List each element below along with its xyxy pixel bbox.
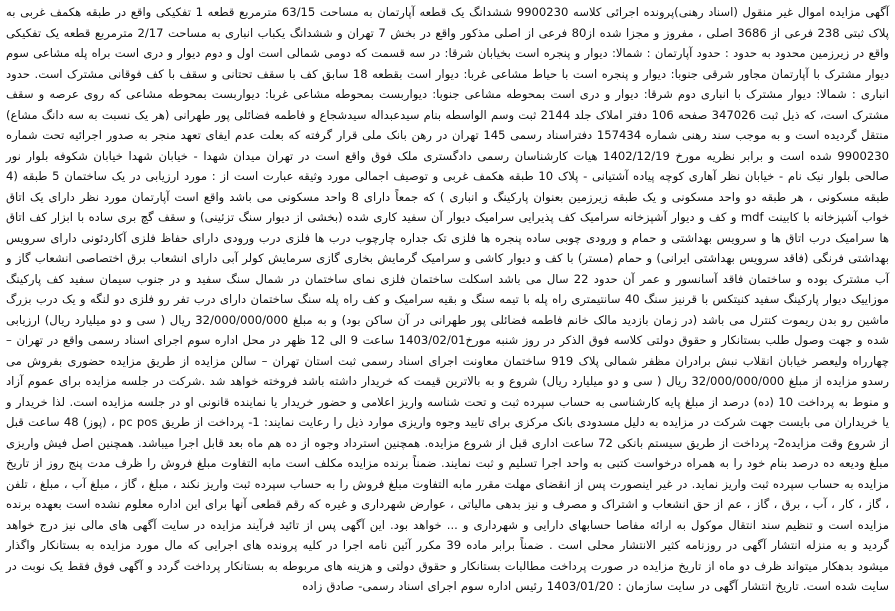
auction-notice-text: آگهی مزایده اموال غیر منقول (اسناد رهنی)پرونده اجرائی کلاسه 9900230 ششدانگ یک قطعه آپارتمان به مساحت 63/15 مترمربع قطعه 1 تفکیکی واقع در طبقه هکمف غربی به پلاک ثبتی 238 فرعی از 3686 اصلی ، مفروز و مجزا شده از80 فرعی از اصلی مذکور واقع در بخش 7 تهران و ششدانگ یکباب انباری به مساحت 2/17 مترمربع قطعه یک تفکیکی واقع در زیرزمین محدود به حدود : حدود آپارتمان : شمالا: دیوار و پنجره است بخیابان شرقا: در سه قسمت که دومی شمالی است اول و دوم دیوار و دری است براه پله مشاعی سوم دیوار مشترک با آپارتمان مجاور شرقی جنوبا: دیوار و پنجره است با حیاط مشاعی غربا: دیوار است بقطعه 18 سابق کف با سقف تحتانی و سقف با کف فوقانی مشترک است. حدود انباری : شمالا: دیوار مشترک با انباری دوم شرقا: دیوار و دری است بمحوطه مشاعی جنوبا: دیواربست بمحوطه مشاعی غربا: دیواربست بمحوطه مشاعی که روی عرصه و سقف مشترک است، که ذیل ثبت 347026 صفحه 106 دفتر املاک جلد 2144 ثبت وسم الواسطه بنام سیدعبداله سیدشجاع و فاطمه فضائلی پور طهرانی (هر یک نسبت به سه دانگ مشاع) منتقل گردیده است و به موجب سند رهنی شماره 157434 دفتراسناد رسمی 145 تهران در رهن بانک ملی قرار گرفته که بعلت عدم ایفای تعهد منجر به صدور اجرائیه تحت شماره 9900230 شده است و برابر نظریه مورخ 1402/12/19 هیات کارشناسان رسمی دادگستری ملک فوق واقع است در تهران میدان شهدا - خیابان شهدا خیابان شکوفه بلوار نور صالحی بلوار نیک نام - خیابان نظر آهاری کوچه پیاده آشتیانی - پلاک 10 طبقه هکمف غربی و توصیف اجمالی مورد وثیقه عبارت است از : مورد ارزیابی در یک ساختمان 5 طبقه (4 طبقه مسکونی ، هر طبقه دو واحد مسکونی و یک طبقه زیرزمین بعنوان پارکینگ و انباری ) که جمعاً دارای 8 واحد مسکونی می باشد واقع است آپارتمان مورد نظر دارای یک اتاق خواب آشپزخانه با کابینت mdf و کف و دیوار آشپزخانه سرامیک کف پذیرایی سرامیک دیوار آن سفید کاری شده (بخشی از دیوار سنگ تزئینی) و سقف گچ بری ساده با ابزار کف اتاق ها سرامیک درب اتاق ها و سرویس بهداشتی و حمام و ورودی چوبی ساده پنجره ها فلزی تک جداره چارچوب درب ها فلزی درب ورودی دارای حفاظ فلزی آکاردئونی دارای سرویس بهداشتی فرنگی (فاقد سرویس بهداشتی ایرانی) و حمام (مستر) با کف و دیوار کاشی و سرامیک گرمایش بخاری گازی سرمایش کولر آبی دارای انشعاب برق اختصاصی انشعاب گاز و آب مشترک بوده و ساختمان فاقد آسانسور و عمر آن حدود 22 سال می باشد اسکلت ساختمان فلزی نمای ساختمان در شمال سنگ سفید و در جنوب سیمان سفید کف پارکینگ موزاییک دیوار پارکینگ سفید کنیتکس با قرنیز سنگ 40 سانتیمتری راه پله با تیمه سنگ و بقیه سرامیک و کف راه پله سنگ ساختمان دارای درب تفر رو فلزی دو لنگه و یک درب بزرگ ماشین رو بدن ریموت کنترل می باشد (در زمان بازدید مالک خانم فاطمه فضائلی پور طهرانی در آن ساکن بود) و به مبلغ 32/000/000/000 ریال ( سی و دو میلیارد ریال) ارزیابی شده و جهت وصول طلب بستانکار و حقوق دولتی کلاسه فوق الذکر در روز شنبه مورخ1403/02/01 ساعت 9 الی 12 ظهر در محل اداره سوم اجرای اسناد رسمی واقع در تهران – چهارراه ولیعصر خیابان انقلاب نبش برادران مظفر شمالی پلاک 919 ساختمان معاونت اجرای اسناد رسمی ثبت استان تهران – سالن مزایده از طریق مزایده حضوری بفروش می رسدو مزایده از مبلغ 32/000/000/000 ریال ( سی و دو میلیارد ریال) شروع و به بالاترین قیمت که خریدار داشته باشد فروخته خواهد شد .شرکت در جلسه مزایده برای عموم آزاد و منوط به پرداخت 10 (ده) درصد از مبلغ پایه کارشناسی به حساب سپرده ثبت و تحت شناسه واریز اعلامی و حضور خریدار یا نماینده قانونی او در جلسه مزایده است. لذا خریدار و یا خریداران می بایست جهت شرکت در مزایده به دلیل مسدودی بانک مرکزی برای تایید وجوه واریزی موارد ذیل را رعایت نمایند: 1- پرداخت از طریق pc pos ، (پوز) 48 ساعت قبل از شروع وقت مزایده2- پرداخت از طریق سیستم بانکی 72 ساعت اداری قبل از شروع مزایده. همچنین استرداد وجوه از ده هم ماه بعد قابل اجرا میباشد. همچنین اصل فیش واریزی مبلغ ودیعه ده درصد بنام خود را به همراه درخواست کتبی به واحد اجرا تسلیم و ثبت نمایند. ضمناً برنده مزایده مکلف است مابه التفاوت مبلغ فروش را ظرف مدت پنج روز از تاریخ مزایده به حساب سپرده ثبت واریز نماید. در غیر اینصورت پس از انقضای مهلت مقرر مابه التفاوت مبلغ فروش را به حساب سپرده ثبت واریز نکند ، مبلغ ، گاز ، مبلغ آب ، مبلغ ، تلفن ، گاز ، کار ، آب ، برق ، گاز ، عم از حق انشعاب و اشتراک و مصرف و نیز بدهی مالیاتی ، عوارض شهرداری و غیره که رقم قطعی آنها برای این اداره معلوم نشده است بعهده برنده مزایده است و تنظیم سند انتقال موکول به ارائه مفاصا حسابهای دارایی و شهرداری و ... خواهد بود. این آگهی پس از تائید فرآیند مزایده در سایت آگهی های مالی نیز درج خواهد گردید و به منزله انتشار آگهی در روزنامه کثیر الانتشار محلی است . ضمناً برابر ماده 39 مکرر آئین نامه اجرا در کلیه پرونده های اجرایی که مال مورد مزایده به بستانکار واگذار میشود بدهکار میتواند ظرف دو ماه از تاریخ مزایده در صورت پرداخت مطالبات بستانکار و حقوق دولتی و هزینه های مربوطه به بستانکار پرداخت گردد و آگهی فوق فقط یک نوبت در سایت شده است. تاریخ انتشار آگهی در سایت سازمان : 1403/01/20 رئیس اداره سوم اجرای اسناد رسمی- صادق زاده: [6, 5, 890, 593]
